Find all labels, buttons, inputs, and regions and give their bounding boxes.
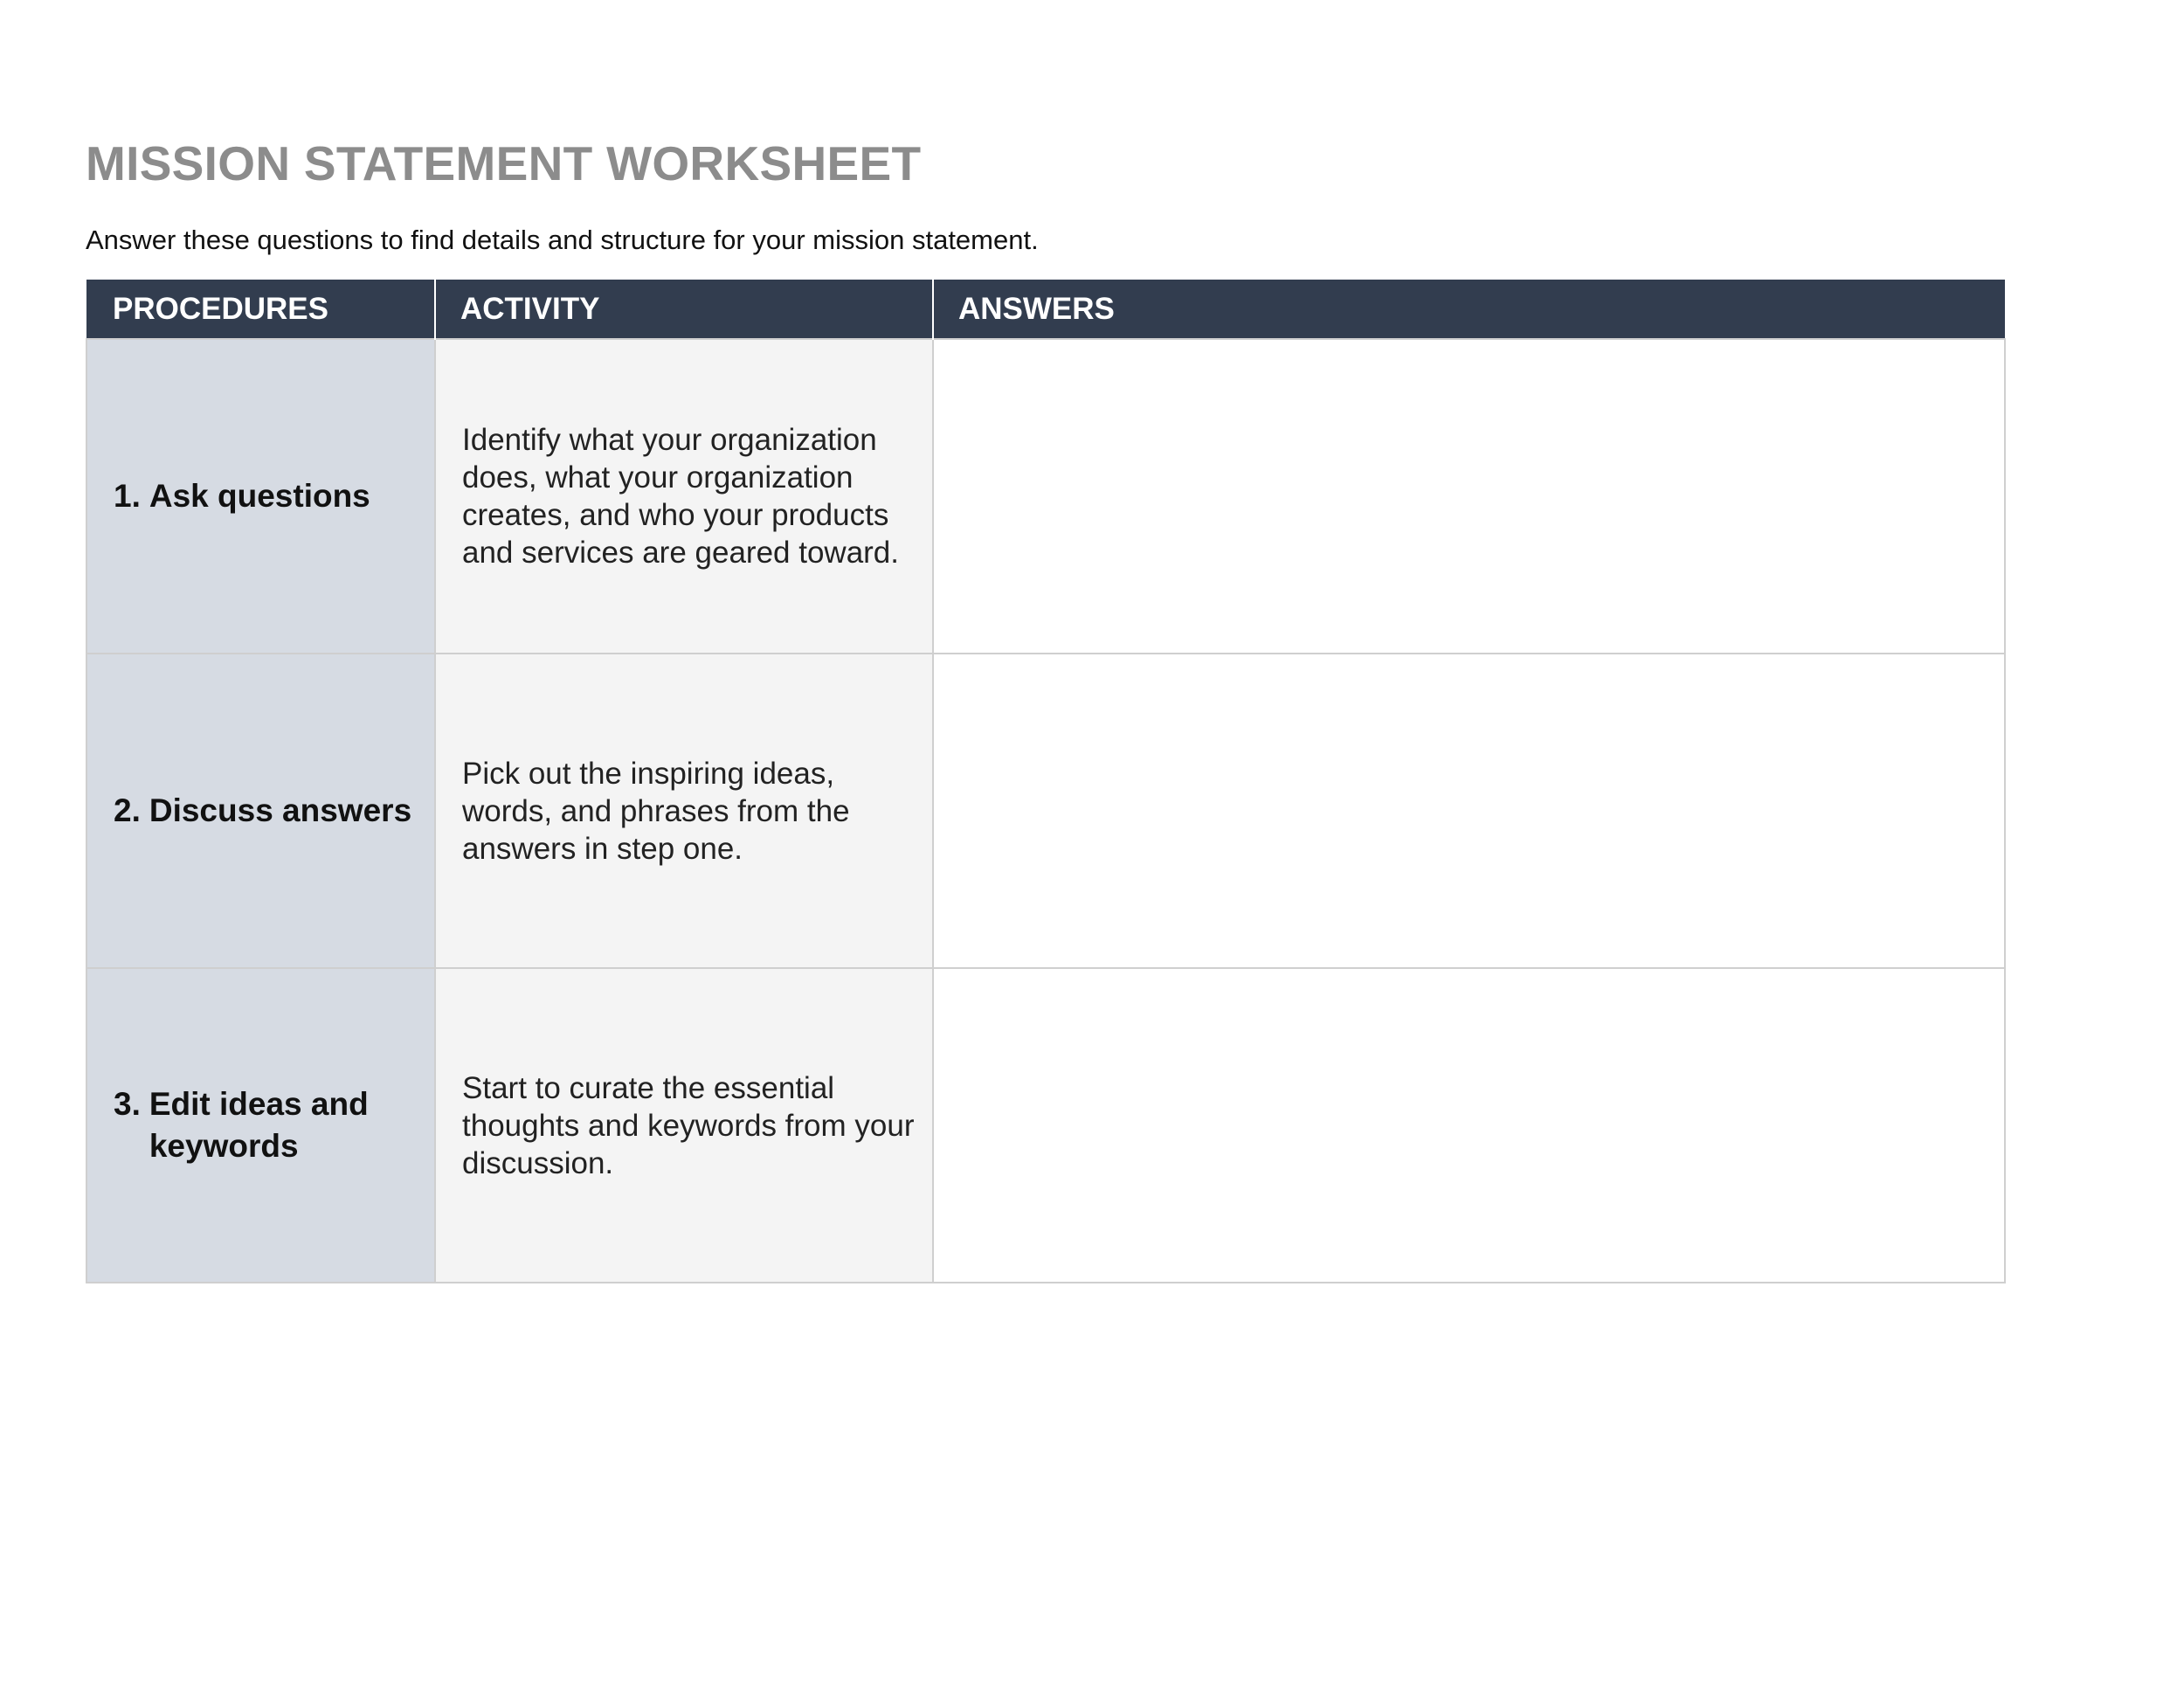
answer-cell[interactable] — [933, 654, 2005, 968]
worksheet-table — [86, 280, 2006, 1283]
table-header-row — [86, 280, 2005, 339]
procedure-number: 2. — [114, 792, 141, 828]
table-row — [86, 968, 2005, 1283]
activity-text: Identify what your organization does, what your organization creates, and who your products and services are geared toward. — [462, 423, 899, 570]
procedure-label: Ask questions — [149, 478, 370, 514]
answer-cell[interactable] — [933, 339, 2005, 654]
answer-cell[interactable] — [933, 968, 2005, 1283]
procedure-label: Edit ideas and keywords — [149, 1086, 369, 1164]
page-title: MISSION STATEMENT WORKSHEET — [86, 136, 922, 190]
activity-text: Start to curate the essential thoughts and keywords from your discussion. — [462, 1070, 915, 1180]
procedure-cell — [86, 654, 435, 968]
header-activity: ACTIVITY — [435, 280, 933, 339]
activity-cell — [435, 654, 933, 968]
page-subtitle: Answer these questions to find details and structure for your mission statement. — [86, 225, 1039, 255]
procedure-cell — [86, 339, 435, 654]
header-procedures: PROCEDURES — [86, 280, 435, 339]
procedure-number: 1. — [114, 478, 141, 514]
procedure-number: 3. — [114, 1086, 141, 1122]
header-answers: ANSWERS — [933, 280, 2005, 339]
table-row — [86, 654, 2005, 968]
table-row — [86, 339, 2005, 654]
procedure-cell — [86, 968, 435, 1283]
activity-cell — [435, 339, 933, 654]
procedure-label: Discuss answers — [149, 792, 412, 828]
activity-text: Pick out the inspiring ideas, words, and phrases from the answers in step one. — [462, 756, 850, 866]
activity-cell — [435, 968, 933, 1283]
